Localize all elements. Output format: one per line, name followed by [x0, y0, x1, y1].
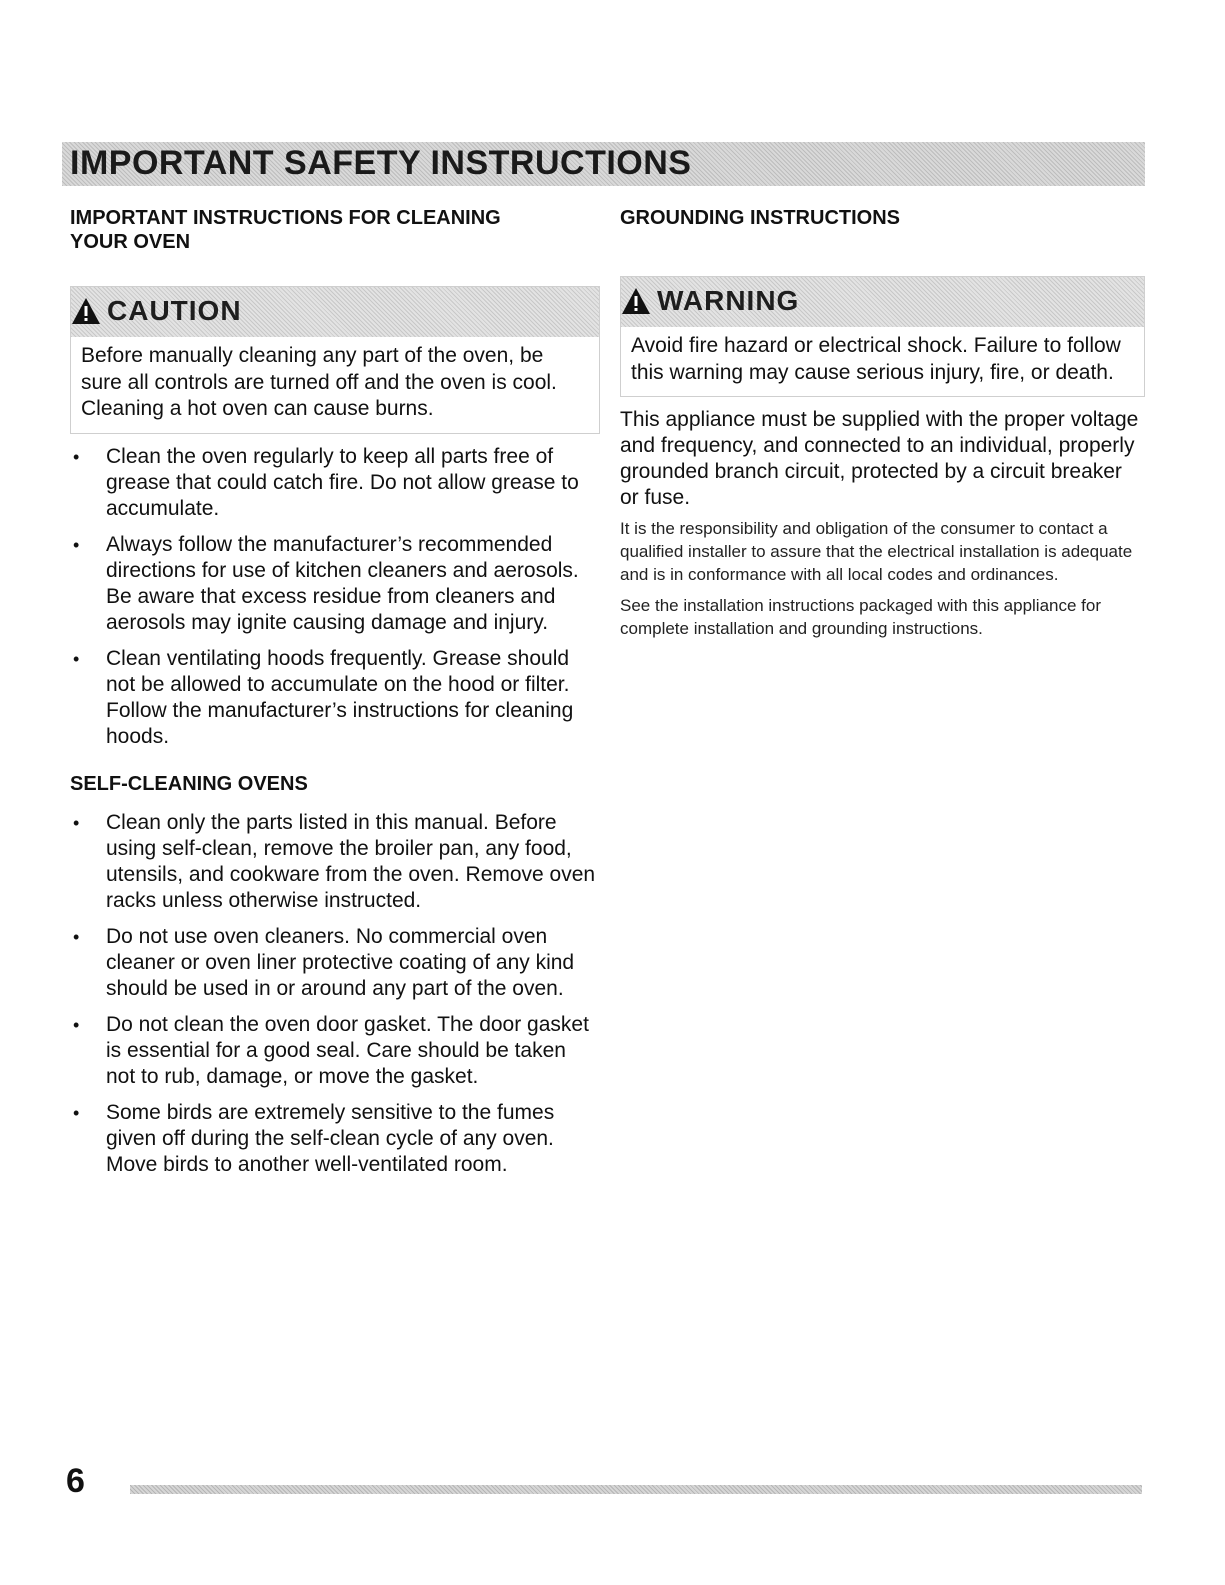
self-cleaning-heading: SELF-CLEANING OVENS — [70, 772, 308, 795]
warning-box — [620, 276, 1145, 397]
grounding-heading: GROUNDING INSTRUCTIONS — [620, 207, 900, 229]
grounding-paragraph-1: This appliance must be supplied with the proper voltage and frequency, and connected to an individual, properly grounded branch circuit, protected by a circuit breaker or fuse. — [620, 408, 1139, 509]
warning-label: WARNING — [657, 285, 800, 316]
warning-text: Avoid fire hazard or electrical shock. Failure to follow this warning may cause serious injury, fire, or death. — [631, 334, 1121, 384]
cleaning-heading: IMPORTANT INSTRUCTIONS FOR CLEANING YOUR OVEN — [70, 207, 501, 253]
grounding-paragraph-2: It is the responsibility and obligation of the consumer to contact a qualified installer to assure that the electrical installation is adequate and is in conformance with all local codes and ordinances. — [620, 519, 1133, 584]
bullet-icon: • — [73, 1014, 80, 1035]
cleaning-bullet-list — [70, 444, 600, 750]
left-column — [70, 206, 600, 1188]
warning-header — [621, 277, 1144, 327]
right-column — [620, 206, 1145, 640]
warning-triangle-icon — [621, 287, 651, 315]
bullet-icon: • — [73, 926, 80, 947]
list-item: • Do not clean the oven door gasket. The door gasket is essential for a good seal. Care should be taken not to rub, damage, or move the gasket. — [73, 1012, 589, 1088]
page-number: 6 — [66, 1462, 85, 1500]
bullet-icon: • — [73, 648, 80, 669]
list-item: • Always follow the manufacturer’s recommended directions for use of kitchen cleaners and aerosols. Be aware that excess residue from cleaners and aerosols may ignite causing damage and injury. — [73, 532, 579, 634]
warning-triangle-icon — [71, 297, 101, 325]
footer-divider — [130, 1485, 1142, 1494]
list-item: • Do not use oven cleaners. No commercial oven cleaner or oven liner protective coating of any kind should be used in or around any part of the oven. — [73, 924, 575, 1000]
list-item: • Clean ventilating hoods frequently. Grease should not be allowed to accumulate on the hood or filter. Follow the manufacturer’s instructions for cleaning hoods. — [73, 646, 574, 748]
caution-header — [71, 287, 599, 337]
list-item: • Some birds are extremely sensitive to the fumes given off during the self-clean cycle of any oven. Move birds to another well-ventilated room. — [73, 1100, 555, 1176]
caution-label: CAUTION — [107, 295, 242, 326]
bullet-icon: • — [73, 812, 80, 833]
list-item: • Clean only the parts listed in this manual. Before using self-clean, remove the broiler pan, any food, utensils, and cookware from the oven. Remove oven racks unless otherwise instructed. — [73, 810, 596, 912]
bullet-icon: • — [73, 446, 80, 467]
bullet-icon: • — [73, 1102, 80, 1123]
banner-title: IMPORTANT SAFETY INSTRUCTIONS — [70, 144, 692, 182]
bullet-icon: • — [73, 534, 80, 555]
section-banner — [62, 142, 1145, 186]
self-cleaning-bullet-list — [70, 810, 600, 1178]
list-item: • Clean the oven regularly to keep all parts free of grease that could catch fire. Do not allow grease to accumulate. — [73, 444, 579, 520]
caution-box — [70, 286, 600, 434]
caution-text: Before manually cleaning any part of the oven, be sure all controls are turned off and the oven is cool. Cleaning a hot oven can cause burns. — [81, 344, 557, 420]
grounding-paragraph-3: See the installation instructions packaged with this appliance for complete installation and grounding instructions. — [620, 596, 1102, 638]
